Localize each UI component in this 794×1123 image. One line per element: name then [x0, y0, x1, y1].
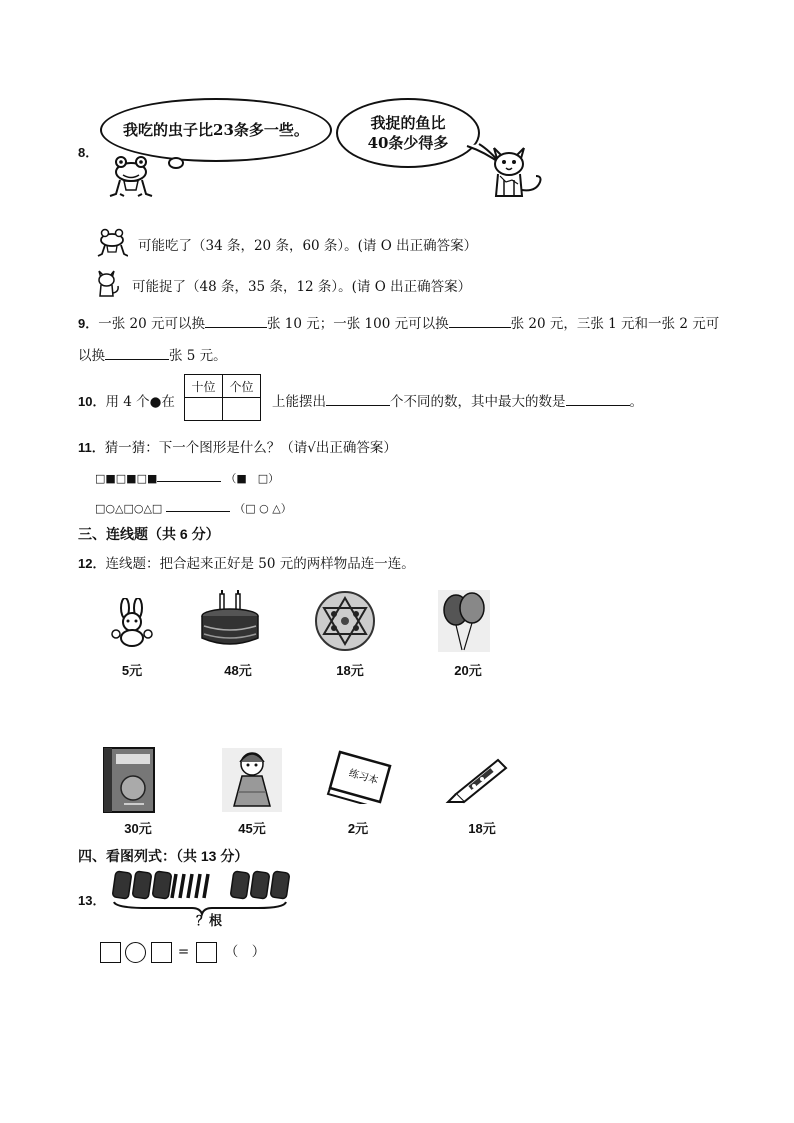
q10-text-part4: 。	[629, 394, 643, 410]
book-icon[interactable]	[102, 746, 158, 814]
balloons-icon[interactable]	[438, 590, 490, 652]
ones-header: 个位	[223, 375, 261, 398]
price-notebook: 2元	[347, 821, 369, 836]
q10-lead	[78, 390, 175, 410]
q12-line	[78, 552, 415, 572]
q9-text-part5: 张 5 元。	[169, 348, 227, 364]
tens-header: 十位	[185, 375, 223, 398]
q10-blank-2[interactable]	[566, 392, 630, 406]
q12-number: 12．	[78, 556, 106, 571]
q9-text-part2: 张 10 元；一张 100 元可以换	[267, 316, 449, 332]
price-doll: 45元	[238, 821, 266, 836]
cat-speech-bubble	[336, 98, 480, 168]
price-book: 30元	[124, 821, 152, 836]
q13-number: 13．	[78, 893, 106, 908]
q9-text-part3: 张 20 元，三张 1 元和一张 2 元可	[510, 316, 720, 332]
q10-text-part3: 个不同的数，其中最大的数是	[390, 394, 566, 410]
frog-speech-text: 我吃的虫子比23条多一些。	[123, 120, 309, 139]
price-balloons: 20元	[454, 663, 482, 678]
q8-frog-options: 可能吃了（34 条，20 条，60 条）。(请 O 出正确答案）	[138, 238, 478, 254]
equation-result-box[interactable]	[196, 942, 217, 963]
equation-box-2[interactable]	[151, 942, 172, 963]
equals-sign: =	[177, 944, 190, 960]
q11-number: 11．	[78, 440, 105, 455]
cat-icon	[484, 140, 546, 202]
doll-icon[interactable]	[222, 748, 282, 812]
q9-blank-1[interactable]	[205, 314, 267, 328]
rabbit-toy-icon[interactable]	[108, 598, 156, 648]
price-cake: 48元	[224, 663, 252, 678]
q9-text-part4: 以换	[78, 348, 105, 364]
notebook-icon[interactable]	[326, 748, 394, 804]
q11-row1-blank[interactable]	[157, 468, 221, 482]
q9-blank-3[interactable]	[105, 346, 169, 360]
q9-blank-2[interactable]	[449, 314, 511, 328]
q9-line1	[78, 312, 719, 332]
price-checkers: 18元	[336, 663, 364, 678]
equation-row	[100, 940, 265, 963]
cat-speech-line2: 40条少得多	[367, 134, 449, 152]
q10-text-part2: 上能摆出	[272, 394, 326, 410]
section3-title: 三、连线题（共 6 分）	[78, 526, 220, 542]
chinese-checkers-icon[interactable]	[314, 590, 376, 652]
equation-box-1[interactable]	[100, 942, 121, 963]
single-sticks	[172, 874, 208, 898]
q11-row2-blank[interactable]	[166, 498, 230, 512]
birthday-cake-icon[interactable]	[198, 588, 262, 650]
q11-row1-options[interactable]: （■ □）	[225, 472, 280, 485]
q12-text: 连线题：把合起来正好是 50 元的两样物品连一连。	[105, 556, 415, 572]
notebook-label: 练习本	[347, 768, 380, 787]
bubble-tail	[168, 157, 184, 169]
q11-line	[78, 436, 397, 456]
operator-circle[interactable]	[125, 942, 146, 963]
brace-label: ？根	[196, 913, 223, 928]
q10-blank-1[interactable]	[326, 392, 390, 406]
q8-number: 8．	[78, 145, 99, 160]
place-value-chart	[184, 374, 261, 421]
cat-small-icon	[94, 268, 120, 298]
q10-rest	[272, 390, 643, 410]
q9-number: 9．	[78, 316, 99, 331]
q8-cat-options: 可能捉了（48 条，35 条，12 条）。(请 O 出正确答案）	[132, 279, 472, 295]
cat-speech-line1: 我捉的鱼比	[370, 113, 446, 132]
q9-text-part1: 一张 20 元可以换	[98, 316, 205, 332]
bundle-group-left	[112, 871, 171, 899]
frog-small-icon	[96, 226, 128, 258]
bundle-group-right	[230, 871, 289, 899]
price-pen: 18元	[468, 821, 496, 836]
frog-icon	[108, 150, 154, 200]
ones-cell[interactable]	[223, 398, 261, 421]
pen-icon[interactable]	[444, 752, 510, 804]
q11-row2-sequence: □○△□○△□	[95, 502, 163, 515]
unit-paren[interactable]: （ ）	[224, 944, 266, 960]
q10-text-part1: 用 4 个●在	[105, 394, 175, 410]
q11-row2	[95, 498, 292, 516]
price-rabbit: 5元	[121, 663, 143, 678]
q9-line2	[78, 344, 227, 364]
q11-row2-options[interactable]: （□ ○ △）	[234, 502, 292, 515]
q11-row1-sequence: □■□■□■	[95, 472, 158, 485]
section4-title: 四、看图列式：（共 13 分）	[78, 848, 249, 864]
tens-cell[interactable]	[185, 398, 223, 421]
q10-number: 10．	[78, 394, 106, 409]
q11-row1	[95, 468, 279, 486]
q11-text: 猜一猜：下一个图形是什么？（请√出正确答案）	[104, 440, 397, 456]
